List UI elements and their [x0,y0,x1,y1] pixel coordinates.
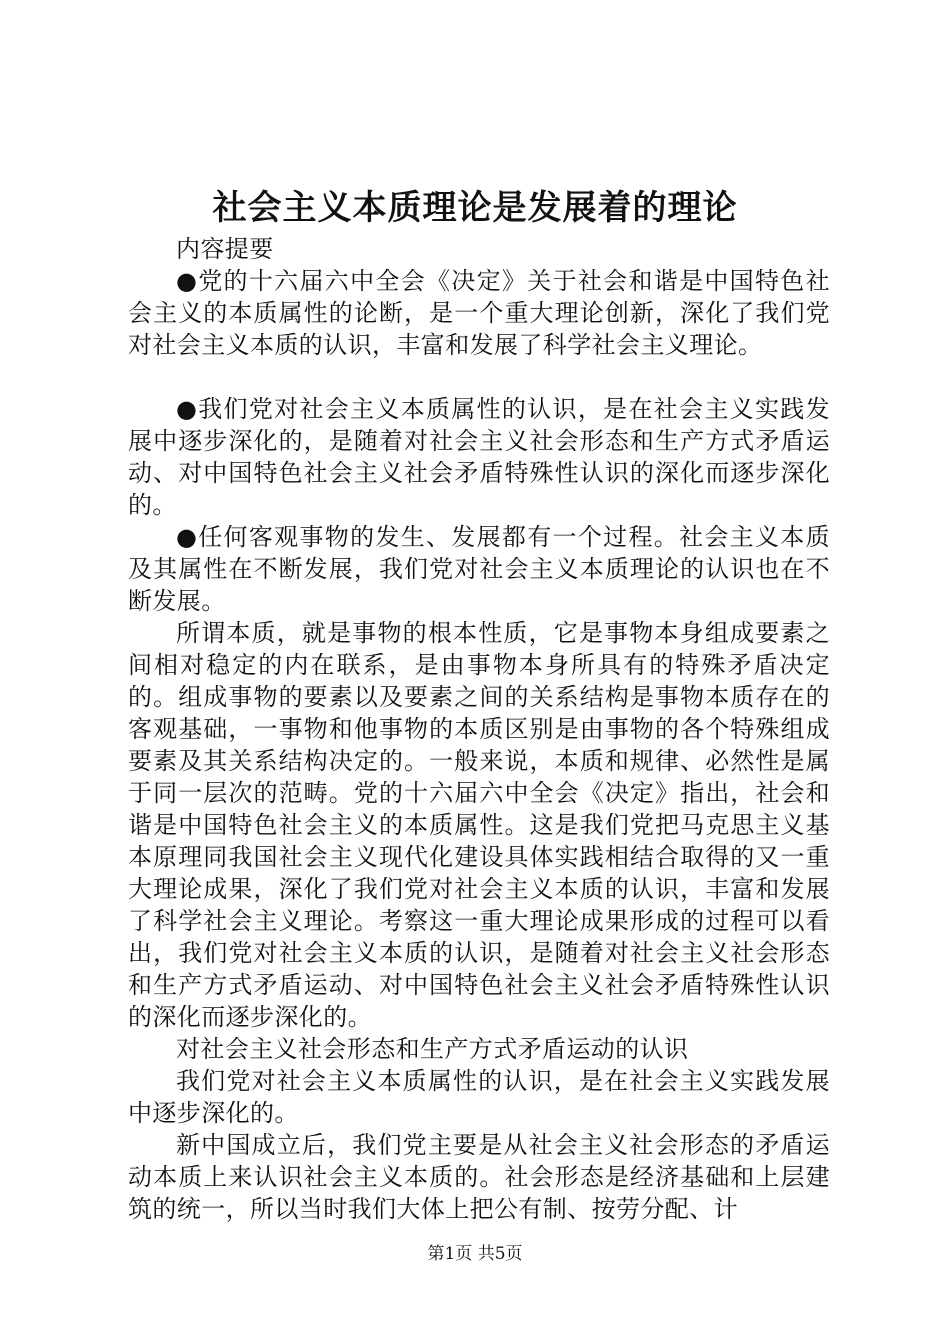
paragraph-body: 我们党对社会主义本质属性的认识，是在社会主义实践发展中逐步深化的。 [128,1067,830,1127]
paragraph-body: 所谓本质，就是事物的根本性质，它是事物本身组成要素之间相对稳定的内在联系，是由事物本身所具有的特殊矛盾决定的。组成事物的要素以及要素之间的关系结构是事物本质存在的客观基础，一事物和他事物的本质区别是由事物的各个特殊组成要素及其关系结构决定的。一般来说，本质和规律、必然性是属于同一层次的范畴。党的十六届六中全会《决定》指出，社会和谐是中国特色社会主义的本质属性。这是我们党把马克思主义基本原理同我国社会主义现代化建设具体实践相结合取得的又一重大理论成果，深化了我们党对社会主义本质的认识，丰富和发展了科学社会主义理论。考察这一重大理论成果形成的过程可以看出，我们党对社会主义本质的认识，是随着对社会主义社会形态和生产方式矛盾运动、对中国特色社会主义社会矛盾特殊性认识的深化而逐步深化的。 [128,619,830,1031]
paragraph-summary-point-2: ●我们党对社会主义本质属性的认识，是在社会主义实践发展中逐步深化的，是随着对社会主义社会形态和生产方式矛盾运动、对中国特色社会主义社会矛盾特殊性认识的深化而逐步深化的。 [128,395,830,519]
paragraph-summary-point-1: ●党的十六届六中全会《决定》关于社会和谐是中国特色社会主义的本质属性的论断，是一个重大理论创新，深化了我们党对社会主义本质的认识，丰富和发展了科学社会主义理论。 [128,267,830,359]
page-footer: 第1页 共5页 [427,1244,523,1264]
section-heading: 对社会主义社会形态和生产方式矛盾运动的认识 [176,1035,689,1063]
paragraph-summary-heading: 内容提要 [176,235,274,263]
document-body [128,233,830,1225]
paragraph-body: 新中国成立后，我们党主要是从社会主义社会形态的矛盾运动本质上来认识社会主义本质的。社会形态是经济基础和上层建筑的统一，所以当时我们大体上把公有制、按劳分配、计 [128,1131,830,1223]
document-title: 社会主义本质理论是发展着的理论 [212,188,738,228]
paragraph-summary-point-3: ●任何客观事物的发生、发展都有一个过程。社会主义本质及其属性在不断发展，我们党对社会主义本质理论的认识也在不断发展。 [128,523,830,615]
